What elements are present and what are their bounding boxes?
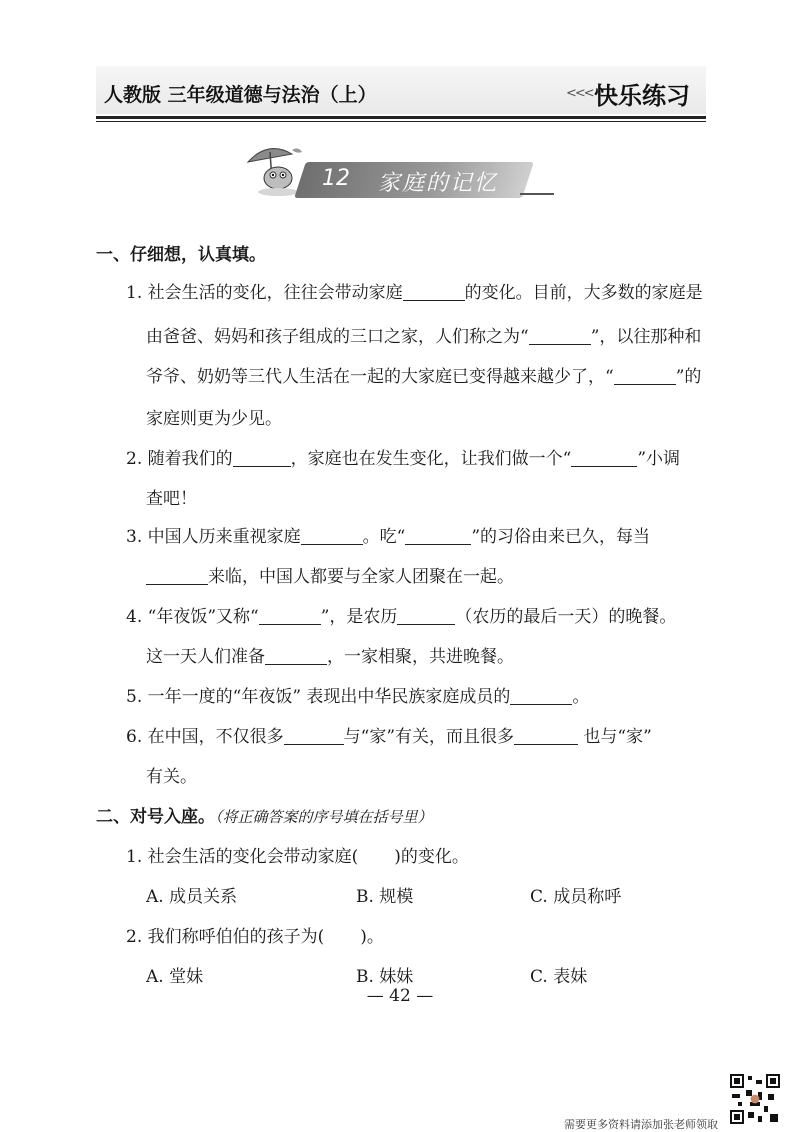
answer-blank[interactable] xyxy=(259,607,321,625)
section-2-title: 二、对号入座。（将正确答案的序号填在括号里） xyxy=(96,807,433,827)
header-rule xyxy=(96,116,706,119)
question-2-line-2: 查吧！ xyxy=(146,489,197,509)
question-6-line-2: 有关。 xyxy=(146,767,197,787)
question-4-line-2: 这一天人们准备 ，一家相聚，共进晚餐。 xyxy=(146,647,514,667)
lesson-number: 12 xyxy=(322,166,350,191)
answer-blank[interactable] xyxy=(571,449,637,467)
page-number: — 42 — xyxy=(366,986,434,1006)
series-title: 快乐练习 xyxy=(594,82,690,110)
section-1-title: 一、仔细想，认真填。 xyxy=(96,245,266,265)
answer-blank[interactable] xyxy=(614,367,676,385)
header-arrows-decoration: <<< xyxy=(566,86,593,101)
choice-question-1: 1. 社会生活的变化会带动家庭( )的变化。 xyxy=(126,847,469,867)
choice-1-option-a[interactable]: A. 成员关系 xyxy=(146,887,238,907)
question-6-line-1: 6. 在中国，不仅很多 与“家”有关，而且很多 也与“家” xyxy=(126,727,652,747)
answer-blank[interactable] xyxy=(514,727,578,745)
answer-blank[interactable] xyxy=(301,527,363,545)
section-2-instruction: （将正确答案的序号填在括号里） xyxy=(215,808,433,826)
question-1-line-1: 1. 社会生活的变化，往往会带动家庭 的变化。目前，大多数的家庭是 xyxy=(126,283,703,303)
question-4-line-1: 4. “年夜饭”又称“ ”，是农历 （农历的最后一天）的晚餐。 xyxy=(126,607,677,627)
choice-2-option-b[interactable]: B. 妹妹 xyxy=(356,967,414,987)
lesson-title: 家庭的记忆 xyxy=(378,171,499,196)
question-1-line-4: 家庭则更为少见。 xyxy=(146,409,282,429)
header-rule-thin xyxy=(96,121,706,122)
answer-blank[interactable] xyxy=(284,727,344,745)
answer-blank[interactable] xyxy=(403,283,465,301)
answer-blank[interactable] xyxy=(265,647,327,665)
question-3-line-1: 3. 中国人历来重视家庭 。吃“ ”的习俗由来已久，每当 xyxy=(126,527,651,547)
answer-blank[interactable] xyxy=(397,607,455,625)
answer-blank[interactable] xyxy=(233,449,291,467)
answer-blank[interactable] xyxy=(146,567,208,585)
lesson-banner-tail xyxy=(520,193,554,195)
question-5-line-1: 5. 一年一度的“年夜饭” 表现出中华民族家庭成员的 。 xyxy=(126,687,590,707)
answer-blank[interactable] xyxy=(529,327,591,345)
qr-code-icon xyxy=(730,1074,780,1124)
choice-question-2: 2. 我们称呼伯伯的孩子为( )。 xyxy=(126,927,384,947)
question-1-line-2: 由爸爸、妈妈和孩子组成的三口之家，人们称之为“ ”，以往那种和 xyxy=(146,327,702,347)
answer-blank[interactable] xyxy=(510,687,572,705)
question-2-line-1: 2. 随着我们的 ，家庭也在发生变化，让我们做一个“ ”小调 xyxy=(126,449,681,469)
footer-note: 需要更多资料请添加张老师领取 xyxy=(564,1118,718,1131)
answer-blank[interactable] xyxy=(405,527,471,545)
book-edition-title: 人教版 三年级道德与法治（上） xyxy=(104,84,377,106)
question-3-line-2: 来临，中国人都要与全家人团聚在一起。 xyxy=(146,562,514,587)
choice-1-option-c[interactable]: C. 成员称呼 xyxy=(530,887,622,907)
choice-2-option-c[interactable]: C. 表妹 xyxy=(530,967,588,987)
choice-1-option-b[interactable]: B. 规模 xyxy=(356,887,414,907)
question-1-line-3: 爷爷、奶奶等三代人生活在一起的大家庭已变得越来越少了，“ ”的 xyxy=(146,367,702,387)
choice-2-option-a[interactable]: A. 堂妹 xyxy=(146,967,204,987)
